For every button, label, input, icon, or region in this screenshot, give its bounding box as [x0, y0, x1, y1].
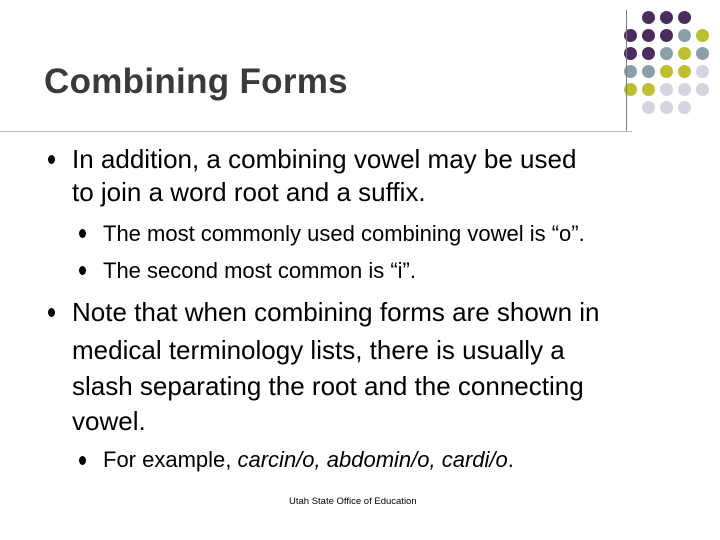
decor-dot: [660, 83, 673, 96]
sub-bullet-dot: [79, 229, 86, 238]
slide-title: Combining Forms: [44, 62, 348, 101]
example-sub-bullet: [103, 444, 514, 476]
bullet-text-line: medical terminology lists, there is usually a: [72, 335, 565, 365]
example-terms: carcin/o, abdomin/o, cardi/o: [237, 447, 508, 472]
vertical-divider: [626, 10, 627, 132]
bullet-text-line: In addition, a combining vowel may be used: [72, 144, 577, 174]
decor-dot: [660, 65, 673, 78]
bullet-dot: [48, 155, 55, 164]
decor-dot: [678, 65, 691, 78]
decor-dot: [678, 47, 691, 60]
decor-dot: [660, 47, 673, 60]
bullet-text-line: Note that when combining forms are shown in: [72, 297, 600, 327]
example-prefix: For example,: [103, 447, 238, 472]
decor-dot: [660, 11, 673, 24]
bullet-text-line: vowel.: [72, 406, 146, 436]
bullet-dot: [48, 308, 55, 317]
decor-dot: [678, 83, 691, 96]
decor-dot: [696, 47, 709, 60]
bullet-text-line: to join a word root and a suffix.: [72, 177, 426, 207]
footer-credit: Utah State Office of Education: [289, 496, 417, 507]
decor-dot: [678, 29, 691, 42]
decor-dot: [642, 29, 655, 42]
decor-dot: [642, 65, 655, 78]
decor-dot: [642, 47, 655, 60]
decor-dot: [678, 101, 691, 114]
sub-bullet-dot: [79, 266, 86, 275]
decor-dot: [660, 29, 673, 42]
decor-dot: [696, 65, 709, 78]
sub-bullet-text: The most commonly used combining vowel is “o”.: [103, 221, 585, 246]
decor-dot: [642, 11, 655, 24]
sub-bullet-dot: [79, 456, 86, 465]
decor-dot: [696, 29, 709, 42]
example-suffix: .: [507, 447, 514, 472]
decor-dot: [642, 101, 655, 114]
decor-dot: [660, 101, 673, 114]
decor-dot: [696, 83, 709, 96]
sub-bullet-text: The second most common is “i”.: [103, 258, 416, 283]
decor-dot: [678, 11, 691, 24]
title-underline: [0, 131, 632, 132]
bullet-text-line: slash separating the root and the connecting: [72, 371, 584, 401]
decor-dot: [642, 83, 655, 96]
